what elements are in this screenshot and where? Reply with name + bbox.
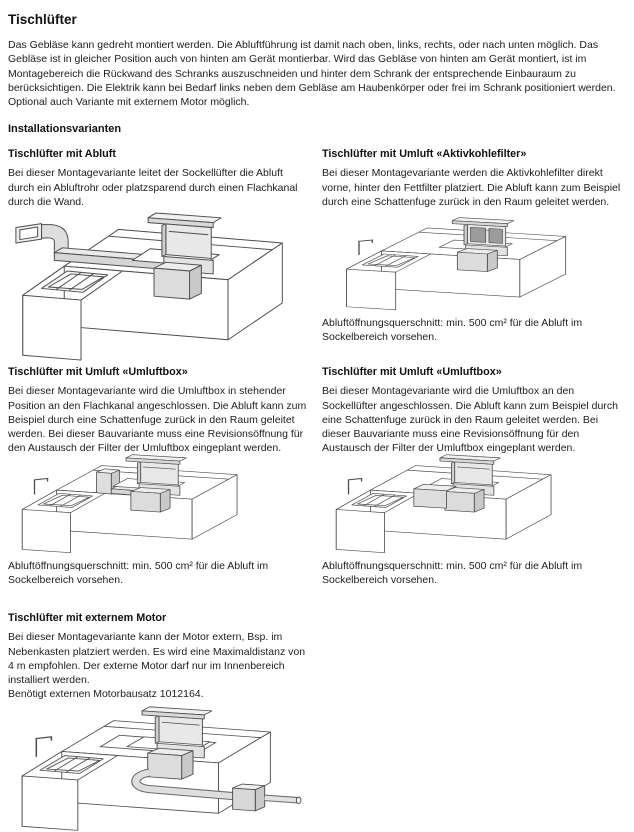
diagram-umluftbox-stehend-illustration bbox=[10, 454, 312, 554]
variant-umluftbox-stehend bbox=[8, 366, 312, 612]
variant-umluftbox-liegend-title: Tischlüfter mit Umluft «Umluftbox» bbox=[322, 366, 502, 379]
diagram-externer-motor-illustration bbox=[8, 706, 312, 832]
variant-abluft bbox=[8, 148, 312, 366]
page-title: Tischlüfter bbox=[8, 12, 77, 27]
variant-abluft-title: Tischlüfter mit Abluft bbox=[8, 148, 116, 161]
diagram-aktivkohlefilter-illustration bbox=[334, 217, 626, 311]
variant-umluftbox-liegend bbox=[322, 366, 626, 612]
variant-abluft-body: Bei dieser Montagevariante leitet der Sockellüfter die Abluft durch ein Abluftrohr oder platzsparend durch einen Flachkanal durch die Wand. bbox=[8, 167, 298, 208]
variant-umluftbox-liegend-body: Bei dieser Montagevariante wird die Umluftbox an den Sockellüfter angeschlossen. Die Abluft kann zum Beispiel durch eine Schattenfuge zurück in den Raum geleitet werden. Bei dieser Bauvariante muss eine Revisionsöffnung für den Austausch der Filter der Umluftbox eingeplant werden. bbox=[322, 385, 618, 455]
variant-umluftbox-stehend-caption: Abluftöffnungsquerschnitt: min. 500 cm² für die Abluft im Sockelbereich vorsehen. bbox=[8, 559, 269, 586]
variant-externer-motor bbox=[8, 612, 312, 831]
variant-aktivkohlefilter bbox=[322, 148, 626, 366]
variant-externer-motor-body: Bei dieser Montagevariante kann der Motor extern, Bsp. im Nebenkasten platziert werden. Es wird eine Maximaldistanz von 4 m empfohlen. Der externe Motor darf nur im Innenbereich installiert werden. bbox=[8, 631, 306, 687]
section-heading: Installationsvarianten bbox=[8, 123, 122, 136]
variant-aktivkohlefilter-body: Bei dieser Montagevariante werden die Aktivkohlefilter direkt vorne, hinter den Fettfilter platziert. Die Abluft kann zum Beispiel durch eine Schattenfuge zurück in den Raum geleitet werden. bbox=[322, 167, 621, 208]
variant-aktivkohlefilter-caption: Abluftöffnungsquerschnitt: min. 500 cm² für die Abluft im Sockelbereich vorsehen. bbox=[322, 317, 583, 344]
diagram-umluftbox-liegend-illustration bbox=[324, 454, 626, 554]
variant-umluftbox-stehend-body: Bei dieser Montagevariante wird die Umluftbox in stehender Position an den Flachkanal angeschlossen. Die Abluft kann zum Beispiel durch eine Schattenfuge zurück in den Raum geleitet werden. Bei dieser Bauvariante muss eine Revisionsöffnung für den Austausch der Filter der Umluftbox eingeplant werden. bbox=[8, 385, 307, 455]
diagram-abluft-illustration bbox=[8, 212, 312, 362]
variant-externer-motor-title: Tischlüfter mit externem Motor bbox=[8, 612, 167, 625]
variants-grid bbox=[8, 148, 626, 831]
variant-umluftbox-stehend-title: Tischlüfter mit Umluft «Umluftbox» bbox=[8, 366, 188, 379]
variant-externer-motor-note: Benötigt externen Motorbausatz 1012164. bbox=[8, 688, 204, 701]
intro-paragraph: Das Gebläse kann gedreht montiert werden. Die Abluftführung ist damit nach oben, links, rechts, oder nach unten möglich. Das Gebläse ist in gleicher Position auch von hinten am Gerät montierbar. Wird das Gebläse von hinten am Gerät montiert, ist im Montagebereich die Rückwand des Schranks auszuschneiden und hinter dem Schrank der entsprechende Einbauraum zu berücksichtigen. Die Elektrik kann bei Bedarf links neben dem Gebläse am Haubenkörper oder frei im Schrank positioniert werden. Optional auch Variante mit externem Motor möglich. bbox=[8, 39, 616, 109]
variant-umluftbox-liegend-caption: Abluftöffnungsquerschnitt: min. 500 cm² für die Abluft im Sockelbereich vorsehen. bbox=[322, 559, 583, 586]
variant-aktivkohlefilter-title: Tischlüfter mit Umluft «Aktivkohlefilter» bbox=[322, 148, 527, 161]
